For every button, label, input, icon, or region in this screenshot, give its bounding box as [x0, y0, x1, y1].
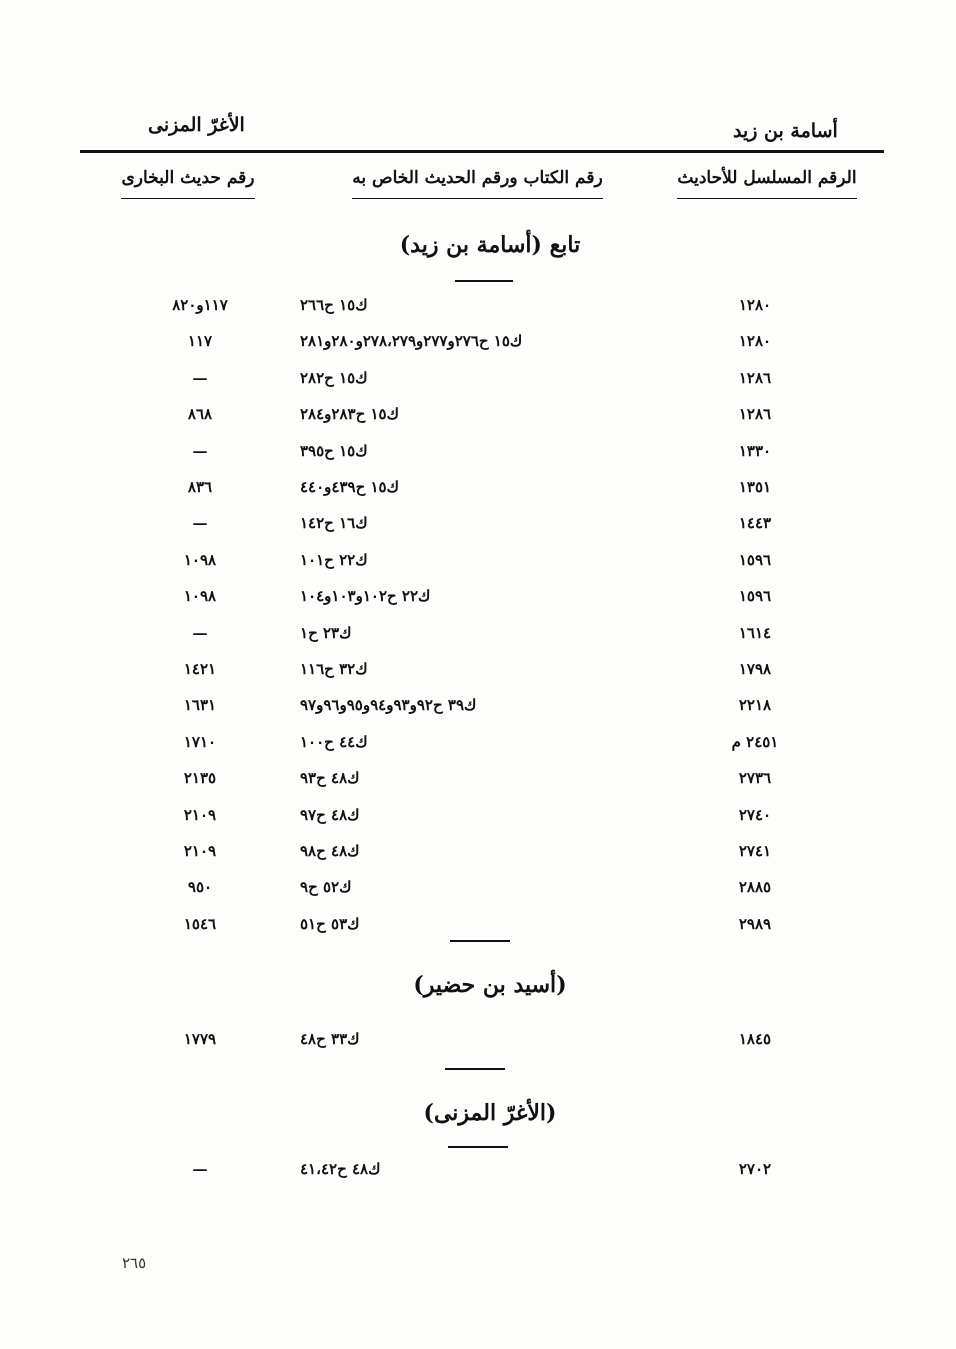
column-header-book: رقم الكتاب ورقم الحديث الخاص به — [340, 168, 615, 199]
bukhari-number: ٨٣٦ — [187, 478, 213, 496]
serial-number: ١٥٩٦ — [738, 587, 772, 606]
table-row — [0, 587, 956, 613]
table-row — [0, 769, 956, 795]
serial-number: ٢٧٣٦ — [738, 769, 772, 788]
table-row — [0, 660, 956, 686]
book-hadith-ref: ك١٥ ح٤٣٩و٤٤٠ — [300, 478, 399, 496]
bukhari-number: ٢١٣٥ — [183, 769, 217, 788]
serial-number: ١٢٨٦ — [738, 368, 772, 387]
table-row — [0, 478, 956, 504]
section-divider — [450, 940, 510, 942]
bukhari-number: ٢١٠٩ — [183, 805, 217, 824]
bukhari-number: ١٠٩٨ — [183, 550, 217, 569]
table-row — [0, 806, 956, 832]
page-number: ٢٦٥ — [122, 1254, 147, 1272]
table-row — [0, 296, 956, 322]
book-hadith-ref: ك١٥ ح٢٨٢ — [300, 368, 368, 387]
table-row — [0, 514, 956, 540]
bukhari-number: ٩٥٠ — [187, 878, 213, 897]
serial-number: ١٥٩٦ — [738, 550, 772, 569]
serial-number: ١٨٤٥ — [738, 1030, 772, 1048]
table-row — [0, 915, 956, 941]
bukhari-number: ١٧٧٩ — [183, 1030, 217, 1048]
table-row — [0, 733, 956, 759]
serial-number: ١٢٨٠ — [738, 296, 772, 314]
book-hadith-ref: ك٤٤ ح١٠٠ — [300, 732, 368, 751]
serial-number: ١٧٩٨ — [738, 660, 772, 678]
table-row — [0, 369, 956, 395]
section-title-usayd: (أسيد بن حضير) — [413, 972, 567, 998]
bukhari-number: — — [192, 623, 208, 642]
table-row — [0, 1030, 956, 1056]
bukhari-number: — — [192, 368, 208, 387]
table-row — [0, 878, 956, 904]
column-header-serial: الرقم المسلسل للأحاديث — [676, 168, 858, 199]
book-hadith-ref: ك٣٩ ح٩٢و٩٣و٩٤و٩٥و٩٦و٩٧ — [300, 696, 477, 715]
section-title-usama: (أسامة بن زيد) تابع — [399, 232, 581, 258]
section-rule — [448, 1146, 508, 1148]
table-row — [0, 405, 956, 431]
table-row — [0, 442, 956, 468]
table-row — [0, 842, 956, 868]
book-hadith-ref: ك٣٣ ح٤٨ — [300, 1030, 360, 1048]
section-divider — [445, 1068, 505, 1070]
serial-number: ٢٧٠٢ — [738, 1160, 772, 1178]
book-hadith-ref: ك١٥ ح٢٨٣و٢٨٤ — [300, 405, 399, 424]
table-row — [0, 696, 956, 722]
column-header-bukhari: رقم حديث البخارى — [118, 168, 258, 199]
bukhari-number: ٨٦٨ — [187, 405, 213, 424]
book-hadith-ref: ك٤٨ ح٩٧ — [300, 805, 360, 824]
running-head-right: أسامة بن زيد — [733, 120, 838, 142]
serial-number: ٢٩٨٩ — [738, 914, 772, 933]
serial-number: ١٦١٤ — [738, 623, 772, 642]
book-hadith-ref: ك٤٨ ح٩٣ — [300, 769, 360, 788]
book-hadith-ref: ك١٥ ح٢٧٦و٢٧٧و٢٧٨،٢٧٩و٢٨٠و٢٨١ — [300, 332, 523, 351]
table-row — [0, 1160, 956, 1186]
table-row — [0, 332, 956, 358]
table-row — [0, 551, 956, 577]
book-hadith-ref: ك٢٢ ح١٠١ — [300, 550, 368, 569]
book-hadith-ref: ك٥٣ ح٥١ — [300, 914, 360, 933]
serial-number: ٢٨٨٥ — [738, 878, 772, 897]
bukhari-number: ١١٧ — [187, 332, 213, 351]
serial-number: ١٣٥١ — [738, 478, 772, 496]
book-hadith-ref: ك١٥ ح٣٩٥ — [300, 441, 368, 460]
book-hadith-ref: ك٤٨ ح٤١،٤٢ — [300, 1160, 381, 1178]
book-hadith-ref: ك٢٣ ح١ — [300, 623, 352, 642]
serial-number: ٢٧٤٠ — [738, 805, 772, 824]
serial-number: ١٤٤٣ — [738, 514, 772, 533]
bukhari-number: — — [192, 441, 208, 460]
table-row — [0, 624, 956, 650]
bukhari-number: — — [192, 514, 208, 533]
bukhari-number: ١٥٤٦ — [183, 914, 217, 933]
header-rule — [80, 150, 884, 153]
bukhari-number: ١٧١٠ — [183, 732, 217, 751]
book-hadith-ref: ك٣٢ ح١١٦ — [300, 660, 368, 678]
book-hadith-ref: ك٥٢ ح٩ — [300, 878, 352, 897]
serial-number: ١٣٣٠ — [738, 441, 772, 460]
bukhari-number: ٢١٠٩ — [183, 842, 217, 860]
serial-number: ٢٢١٨ — [738, 696, 772, 715]
bukhari-number: ١٠٩٨ — [183, 587, 217, 606]
bukhari-number: ١١٧و٨٢٠ — [172, 296, 228, 314]
book-hadith-ref: ك٤٨ ح٩٨ — [300, 842, 360, 860]
book-hadith-ref: ك١٦ ح١٤٢ — [300, 514, 368, 533]
serial-number: ٢٤٥١ م — [731, 732, 779, 751]
serial-number: ١٢٨٦ — [738, 405, 772, 424]
bukhari-number: — — [192, 1160, 208, 1178]
section-title-agharr: (الأغرّ المزنى) — [423, 1100, 557, 1126]
bukhari-number: ١٦٣١ — [183, 696, 217, 715]
serial-number: ٢٧٤١ — [738, 842, 772, 860]
book-hadith-ref: ك٢٢ ح١٠٢و١٠٣و١٠٤ — [300, 587, 431, 606]
running-head-left: الأغرّ المزنى — [148, 114, 245, 136]
book-hadith-ref: ك١٥ ح٢٦٦ — [300, 296, 368, 314]
bukhari-number: ١٤٢١ — [183, 660, 217, 678]
section-rule — [455, 280, 513, 282]
serial-number: ١٢٨٠ — [738, 332, 772, 351]
